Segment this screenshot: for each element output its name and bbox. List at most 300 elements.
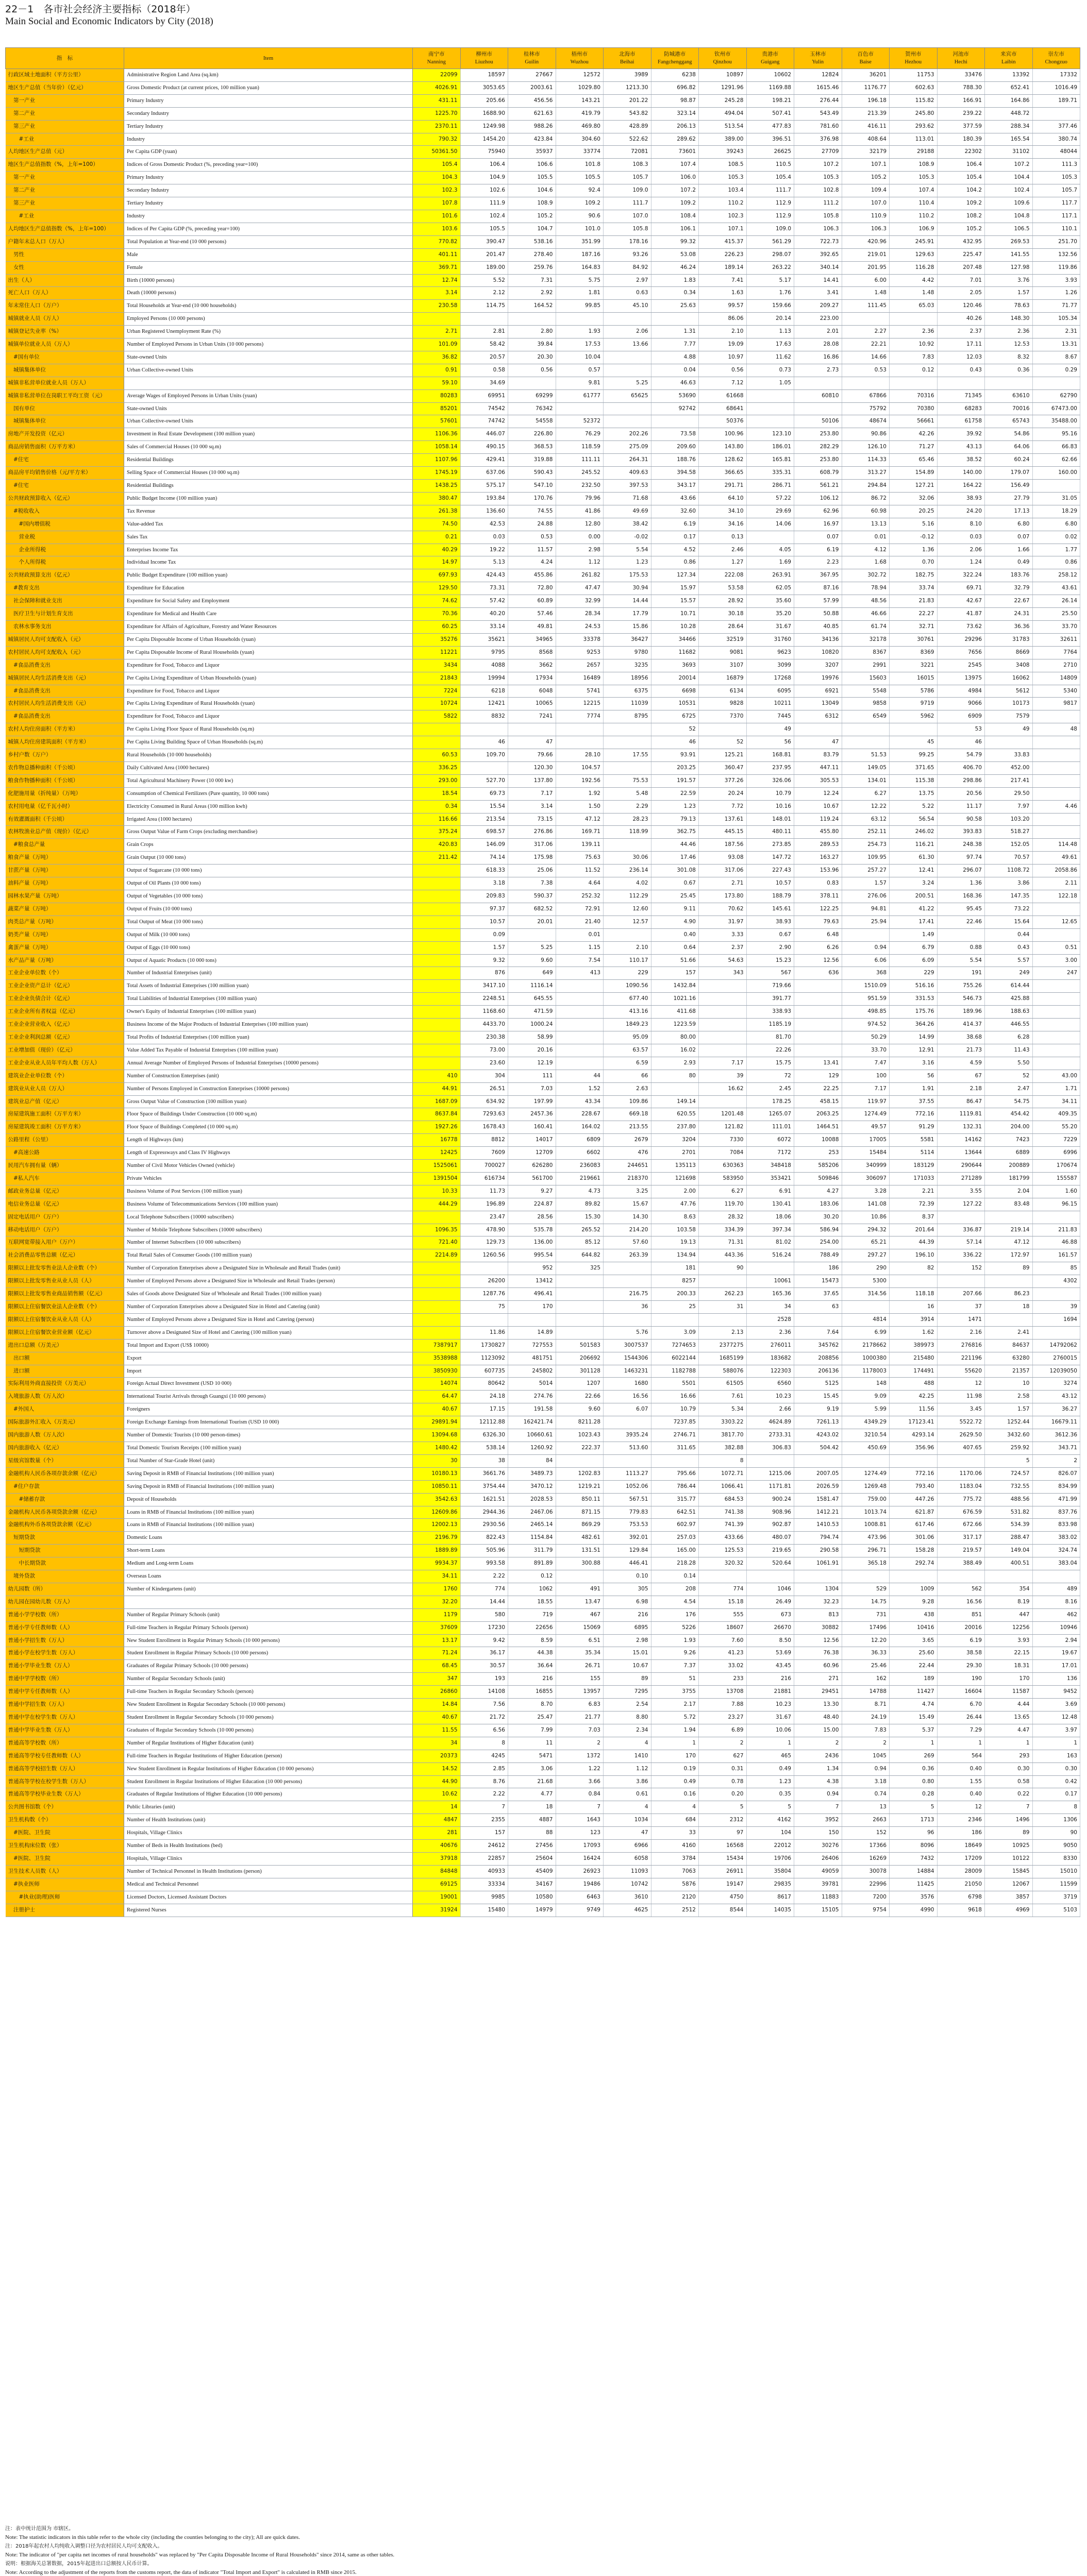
value-cell: 17496 [842, 1621, 890, 1634]
value-cell: 21.72 [460, 1711, 508, 1724]
indicator-label-chinese: 国际旅游外汇收入（万美元） [6, 1416, 124, 1429]
value-cell: 0.00 [556, 531, 604, 544]
value-cell [890, 377, 938, 389]
value-cell [985, 377, 1033, 389]
indicator-label-chinese: 城镇人均住房建筑面积（平方米） [6, 736, 124, 749]
value-cell: 229 [604, 967, 651, 980]
value-cell: 11883 [794, 1891, 842, 1904]
value-cell: 289.62 [651, 133, 699, 146]
value-cell: 15.30 [556, 1211, 604, 1224]
value-cell: 110.2 [699, 197, 747, 210]
value-cell: 3408 [985, 659, 1033, 672]
value-cell: 2003.61 [508, 81, 556, 94]
indicator-label-chinese: 公共财政预算支出（亿元） [6, 569, 124, 582]
value-cell: 165.81 [746, 454, 794, 467]
value-cell: 1.83 [651, 274, 699, 287]
value-cell: 3007537 [604, 1339, 651, 1352]
value-cell [1032, 826, 1080, 839]
value-cell: 0.94 [794, 1788, 842, 1801]
value-cell: 183682 [746, 1352, 794, 1365]
value-cell: 6.80 [985, 518, 1033, 531]
value-cell: 193.84 [460, 492, 508, 505]
value-cell: 494.04 [699, 107, 747, 120]
indicator-label-english: Per Capita Living Building Space of Urban Households (sq.m) [124, 736, 413, 749]
value-cell: 209.83 [460, 890, 508, 903]
indicator-label-english: Output of Milk (10 000 tons) [124, 928, 413, 941]
value-cell: 2.27 [842, 326, 890, 338]
value-cell: 13 [842, 1801, 890, 1814]
value-cell: 47 [508, 736, 556, 749]
value-cell: 2063.25 [794, 1108, 842, 1121]
value-cell: 60.96 [794, 1660, 842, 1673]
indicator-label-chinese: 普通高等学校在校学生数（万人） [6, 1775, 124, 1788]
value-cell: 698.57 [460, 826, 508, 839]
city-name-chinese: 梧州市 [571, 51, 588, 57]
value-cell: 908.96 [746, 1506, 794, 1519]
value-cell: 3612.36 [1032, 1429, 1080, 1442]
value-cell: 2.46 [699, 544, 747, 556]
value-cell: 377.26 [699, 774, 747, 787]
value-cell: 12 [937, 1378, 985, 1391]
value-cell: 95.16 [1032, 428, 1080, 441]
value-cell: 104 [746, 1827, 794, 1840]
indicator-label-english: Daily Cultivated Area (1000 hectares) [124, 761, 413, 774]
value-cell: 0.03 [460, 531, 508, 544]
table-row [6, 1403, 1080, 1416]
value-cell: 213.54 [460, 813, 508, 826]
indicator-label-chinese: 工业企业所有者权益（亿元） [6, 1006, 124, 1019]
value-cell: 1.55 [937, 1775, 985, 1788]
value-cell: 54.75 [985, 1095, 1033, 1108]
value-cell: 20.24 [699, 787, 747, 800]
value-cell: 218.28 [651, 1557, 699, 1570]
value-cell: 56661 [890, 415, 938, 428]
table-row [6, 993, 1080, 1006]
value-cell: 61.74 [842, 620, 890, 633]
indicator-label-english: Male [124, 248, 413, 261]
value-cell: 101.09 [413, 338, 461, 351]
value-cell: 198.21 [746, 94, 794, 107]
value-cell [794, 1031, 842, 1044]
value-cell: 160.00 [1032, 467, 1080, 480]
value-cell: 17093 [556, 1840, 604, 1853]
value-cell: 11.43 [985, 1044, 1033, 1057]
indicator-label-english: Expenditure for Food, Tobacco and Liquor [124, 659, 413, 672]
value-cell: 13.31 [1032, 338, 1080, 351]
indicator-label-chinese: 房地产开发投资（亿元） [6, 428, 124, 441]
value-cell: 14035 [746, 1904, 794, 1917]
value-cell: 5.57 [985, 954, 1033, 967]
value-cell: 12.22 [842, 800, 890, 813]
value-cell: 84.92 [604, 261, 651, 274]
value-cell [1032, 1326, 1080, 1339]
value-cell: 93.26 [604, 248, 651, 261]
value-cell: 447 [985, 1608, 1033, 1621]
value-cell: 0.36 [890, 1762, 938, 1775]
value-cell: 1021.16 [651, 993, 699, 1006]
value-cell: 9.27 [508, 1185, 556, 1198]
value-cell: 1265.07 [746, 1108, 794, 1121]
value-cell: 32.23 [794, 1596, 842, 1608]
value-cell: 41.87 [937, 608, 985, 621]
value-cell: 4433.70 [460, 1019, 508, 1031]
value-cell: 1.71 [1032, 1082, 1080, 1095]
value-cell [413, 1006, 461, 1019]
value-cell: 6549 [842, 710, 890, 723]
value-cell: 325 [556, 1262, 604, 1275]
value-cell: 561700 [508, 1172, 556, 1185]
value-cell: 186.01 [746, 441, 794, 454]
value-cell: 2.17 [651, 1699, 699, 1711]
value-cell: 1016.49 [1032, 81, 1080, 94]
indicator-label-chinese: 城镇非私营单位在岗职工平均工资（元） [6, 389, 124, 402]
column-header-city [651, 48, 699, 69]
value-cell: 119.24 [794, 813, 842, 826]
indicator-label-chinese: #储蓄存款 [6, 1493, 124, 1506]
value-cell: 5.25 [604, 377, 651, 389]
value-cell: 33476 [937, 69, 985, 82]
value-cell: 741.39 [699, 1519, 747, 1532]
value-cell: 2760015 [1032, 1352, 1080, 1365]
value-cell: 232.50 [556, 480, 604, 493]
value-cell: 161.57 [1032, 1249, 1080, 1262]
value-cell: 8369 [890, 646, 938, 659]
value-cell: 86.47 [937, 1095, 985, 1108]
value-cell: 0.13 [699, 531, 747, 544]
value-cell: 15484 [842, 1147, 890, 1160]
value-cell: 1.36 [890, 544, 938, 556]
value-cell [556, 1288, 604, 1301]
value-cell: 8.19 [985, 1596, 1033, 1608]
value-cell: 336.22 [937, 1249, 985, 1262]
value-cell: 1062 [508, 1583, 556, 1596]
value-cell [413, 1288, 461, 1301]
value-cell: 1.94 [651, 1724, 699, 1737]
value-cell: 6134 [699, 685, 747, 698]
value-cell: 4.90 [651, 916, 699, 928]
indicator-label-english: Loans in RMB of Financial Institutions (100 million yuan) [124, 1519, 413, 1532]
value-cell: 6022144 [651, 1352, 699, 1365]
value-cell: 28.34 [556, 608, 604, 621]
value-cell: 390.47 [460, 235, 508, 248]
value-cell: 28.08 [794, 338, 842, 351]
value-cell: 518.27 [985, 826, 1033, 839]
value-cell: 208856 [794, 1352, 842, 1365]
value-cell: 149.05 [842, 761, 890, 774]
value-cell: 140.00 [937, 467, 985, 480]
value-cell: 95.09 [604, 1031, 651, 1044]
value-cell: 0.34 [651, 287, 699, 300]
value-cell: 44.38 [508, 1647, 556, 1660]
value-cell: 11682 [651, 646, 699, 659]
value-cell [985, 1313, 1033, 1326]
value-cell: 2.98 [604, 1634, 651, 1647]
value-cell: 0.80 [890, 1775, 938, 1788]
table-row [6, 582, 1080, 595]
value-cell: 7.47 [842, 1057, 890, 1070]
value-cell: 2370.11 [413, 120, 461, 133]
value-cell: 72.91 [556, 903, 604, 916]
table-row [6, 1699, 1080, 1711]
value-cell: 57.22 [746, 492, 794, 505]
value-cell: 45.10 [604, 300, 651, 313]
value-cell: 87.16 [794, 582, 842, 595]
value-cell: 111.01 [746, 1121, 794, 1134]
value-cell: 73.00 [460, 1044, 508, 1057]
value-cell: 790.32 [413, 133, 461, 146]
value-cell: 40.67 [413, 1711, 461, 1724]
value-cell: 4.42 [890, 274, 938, 287]
value-cell: 376.98 [794, 133, 842, 146]
indicator-label-english: Grain Output (10 000 tons) [124, 852, 413, 865]
value-cell: 7764 [1032, 646, 1080, 659]
value-cell: 684 [651, 1814, 699, 1827]
indicator-label-chinese: 电信业务总量（亿元） [6, 1198, 124, 1211]
value-cell: 40.26 [937, 313, 985, 326]
value-cell: 108.5 [699, 159, 747, 172]
value-cell: 300.88 [556, 1557, 604, 1570]
value-cell: 34.10 [699, 505, 747, 518]
value-cell: 19486 [556, 1878, 604, 1891]
value-cell: 4 [651, 1801, 699, 1814]
indicator-label-chinese: 普通小学专任教师数（人） [6, 1621, 124, 1634]
value-cell: 348418 [746, 1160, 794, 1173]
city-name-english: Yulin [812, 59, 824, 65]
indicator-label-english: Tertiary Industry [124, 120, 413, 133]
value-cell: 17.55 [604, 749, 651, 762]
value-cell: 389973 [890, 1339, 938, 1352]
value-cell: 1023.43 [556, 1429, 604, 1442]
value-cell: 2178662 [842, 1339, 890, 1352]
value-cell: 38.93 [937, 492, 985, 505]
value-cell: 71.31 [699, 1236, 747, 1249]
indicator-label-chinese: 建筑业企业单位数（个） [6, 1070, 124, 1082]
value-cell: 3952 [794, 1814, 842, 1827]
value-cell: 237.80 [651, 1121, 699, 1134]
value-cell: 516.16 [890, 980, 938, 993]
value-cell: 175.76 [890, 1006, 938, 1019]
indicator-label-chinese: #工业 [6, 133, 124, 146]
value-cell: 15845 [985, 1865, 1033, 1878]
value-cell: 17366 [842, 1840, 890, 1853]
value-cell: 501583 [556, 1339, 604, 1352]
value-cell: 183.76 [985, 569, 1033, 582]
value-cell: 5.34 [699, 1403, 747, 1416]
value-cell: 37918 [413, 1852, 461, 1865]
value-cell: 413 [556, 967, 604, 980]
indicator-label-english: International Tourist Arrivals through Guangxi (10 000 persons) [124, 1391, 413, 1403]
value-cell: 75 [460, 1301, 508, 1314]
value-cell: 772.16 [890, 1467, 938, 1480]
value-cell: 0.17 [1032, 1788, 1080, 1801]
value-cell: 1680 [604, 1378, 651, 1391]
value-cell: 216 [746, 1673, 794, 1686]
value-cell: 276011 [746, 1339, 794, 1352]
value-cell [1032, 377, 1080, 389]
value-cell: 80283 [413, 389, 461, 402]
value-cell: 371.65 [890, 761, 938, 774]
value-cell: 416.11 [842, 120, 890, 133]
indicator-label-chinese: 建筑业总产值（亿元） [6, 1095, 124, 1108]
value-cell: 129.63 [890, 248, 938, 261]
value-cell: 4.59 [937, 1057, 985, 1070]
value-cell: 2.34 [604, 1724, 651, 1737]
value-cell: 3857 [985, 1891, 1033, 1904]
value-cell: 538.16 [508, 235, 556, 248]
value-cell: 400.51 [985, 1557, 1033, 1570]
value-cell: 755.26 [937, 980, 985, 993]
value-cell: 44.91 [413, 1082, 461, 1095]
value-cell: 294.32 [842, 1224, 890, 1236]
value-cell: 531.82 [985, 1506, 1033, 1519]
value-cell: 12421 [460, 698, 508, 710]
indicator-label-english: Annual Average Number of Employed Persons of Industrial Enterprises (10000 persons) [124, 1057, 413, 1070]
value-cell: 13094.68 [413, 1429, 461, 1442]
value-cell: 7.99 [508, 1724, 556, 1737]
value-cell: 107.8 [413, 197, 461, 210]
value-cell: 68641 [699, 402, 747, 415]
indicator-label-chinese: 城镇居民人均可支配收入（元） [6, 633, 124, 646]
value-cell: 1927.26 [413, 1121, 461, 1134]
value-cell: 0.20 [699, 1788, 747, 1801]
value-cell: 11587 [985, 1686, 1033, 1699]
value-cell [890, 313, 938, 326]
value-cell: 1249.98 [460, 120, 508, 133]
value-cell: 8211.28 [556, 1416, 604, 1429]
indicator-label-english: Local Telephone Subscribers (10000 subscribers) [124, 1211, 413, 1224]
value-cell: 0.49 [746, 1762, 794, 1775]
value-cell: 75792 [842, 402, 890, 415]
value-cell: 276816 [937, 1339, 985, 1352]
value-cell: 60.53 [413, 749, 461, 762]
value-cell [460, 1313, 508, 1326]
value-cell: 5103 [1032, 1904, 1080, 1917]
value-cell: 6.89 [699, 1724, 747, 1737]
value-cell: 389.00 [699, 133, 747, 146]
value-cell: 16.62 [699, 1082, 747, 1095]
value-cell: 252.32 [556, 890, 604, 903]
value-cell: 0.07 [794, 531, 842, 544]
value-cell: 2.13 [699, 1326, 747, 1339]
value-cell: 39243 [699, 146, 747, 159]
value-cell: 0.42 [1032, 1775, 1080, 1788]
value-cell: 112.29 [604, 890, 651, 903]
value-cell: 189.00 [460, 261, 508, 274]
value-cell: 18956 [604, 672, 651, 685]
indicator-label-chinese: 国有单位 [6, 402, 124, 415]
value-cell: 4.38 [794, 1775, 842, 1788]
value-cell: 3.25 [604, 1185, 651, 1198]
value-cell: 27.79 [985, 492, 1033, 505]
value-cell: 1.77 [1032, 544, 1080, 556]
value-cell: 317.06 [508, 839, 556, 852]
value-cell: 0.16 [651, 1788, 699, 1801]
value-cell: 111.9 [460, 197, 508, 210]
value-cell: 113.01 [890, 133, 938, 146]
value-cell: 104.3 [413, 172, 461, 184]
city-name-english: Guilin [525, 59, 539, 65]
value-cell: 543.82 [604, 107, 651, 120]
value-cell: 444.29 [413, 1198, 461, 1211]
value-cell: 39.92 [937, 428, 985, 441]
value-cell: 85 [1032, 1262, 1080, 1275]
value-cell: 10 [985, 1378, 1033, 1391]
value-cell: 14108 [460, 1686, 508, 1699]
indicator-label-chinese: 限额以上批发零售业商品销售额（亿元） [6, 1288, 124, 1301]
table-row [6, 287, 1080, 300]
value-cell: 10.67 [794, 800, 842, 813]
value-cell: 1.12 [556, 556, 604, 569]
value-cell: 5471 [508, 1750, 556, 1762]
indicator-label-chinese: #税收收入 [6, 505, 124, 518]
value-cell: 6966 [604, 1840, 651, 1853]
value-cell: 7.60 [699, 1634, 747, 1647]
value-cell: 179.07 [985, 467, 1033, 480]
value-cell: 6312 [794, 710, 842, 723]
value-cell: 213.55 [604, 1121, 651, 1134]
value-cell: 1496 [985, 1814, 1033, 1827]
value-cell: 2657 [556, 659, 604, 672]
value-cell: 120.46 [937, 300, 985, 313]
value-cell: 2467.06 [508, 1506, 556, 1519]
value-cell: 26.49 [746, 1596, 794, 1608]
value-cell: 134.94 [651, 1249, 699, 1262]
indicator-label-chinese: 幼儿园在园幼儿数（万人） [6, 1596, 124, 1608]
indicator-label-chinese: #食品消费支出 [6, 685, 124, 698]
value-cell: 37 [937, 1301, 985, 1314]
value-cell: 2.93 [651, 1057, 699, 1070]
value-cell: 226.80 [508, 428, 556, 441]
value-cell: 20.01 [508, 916, 556, 928]
value-cell: 1168.60 [460, 1006, 508, 1019]
value-cell [1032, 1019, 1080, 1031]
value-cell [746, 389, 794, 402]
value-cell: 132.56 [1032, 248, 1080, 261]
indicator-label-english: Administrative Region Land Area (sq.km) [124, 69, 413, 82]
value-cell: 70.62 [699, 903, 747, 916]
value-cell: 136.00 [508, 1236, 556, 1249]
value-cell: 0.67 [746, 928, 794, 941]
table-row [6, 1211, 1080, 1224]
indicator-label-chinese: 户籍年末总人口（万人） [6, 235, 124, 248]
value-cell: 37.55 [890, 1095, 938, 1108]
value-cell: 12.48 [1032, 1711, 1080, 1724]
value-cell: 3.14 [508, 800, 556, 813]
value-cell: 305.53 [794, 774, 842, 787]
indicator-label-chinese: 城镇非私营单位就业人员（万人） [6, 377, 124, 389]
value-cell: 378.11 [794, 890, 842, 903]
value-cell: 50106 [794, 415, 842, 428]
value-cell: 12002.13 [413, 1519, 461, 1532]
value-cell [604, 1416, 651, 1429]
value-cell: 159.66 [746, 300, 794, 313]
value-cell: 10.71 [651, 608, 699, 621]
value-cell: 1.26 [1032, 287, 1080, 300]
value-cell: 456.56 [508, 94, 556, 107]
value-cell: 580 [460, 1608, 508, 1621]
indicator-label-english: Expenditure for Medical and Health Care [124, 608, 413, 621]
value-cell: 2.58 [985, 1391, 1033, 1403]
value-cell: 40.67 [413, 1403, 461, 1416]
value-cell: 141.55 [985, 248, 1033, 261]
indicator-label-english: Gross Output Value of Farm Crops (excluding merchandise) [124, 826, 413, 839]
value-cell: 1.24 [937, 556, 985, 569]
indicator-label-chinese: #住宅 [6, 454, 124, 467]
value-cell: 107.0 [604, 210, 651, 223]
value-cell: 80.00 [651, 1031, 699, 1044]
indicator-label-english: Graduates of Regular Secondary Schools (10 000 persons) [124, 1724, 413, 1737]
table-row [6, 1160, 1080, 1173]
